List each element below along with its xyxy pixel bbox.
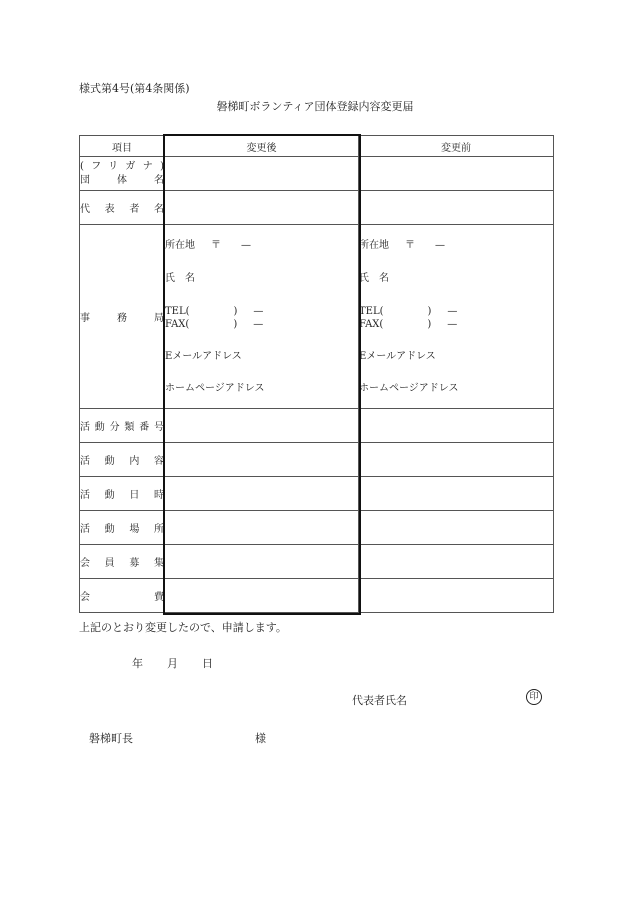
- office-label: 事務局: [80, 225, 165, 409]
- fee-row: [80, 579, 554, 613]
- fax-paren-close: ): [427, 318, 432, 330]
- honorific-sama: 様: [255, 732, 266, 745]
- header-before: 変更前: [359, 136, 554, 157]
- office-after-cell[interactable]: [165, 225, 359, 409]
- tel-dash: —: [253, 305, 264, 317]
- tel-line-before: [359, 305, 553, 318]
- address-label: 所在地: [359, 239, 389, 251]
- tel-label: TEL(: [359, 305, 384, 317]
- address-line-before: [359, 239, 553, 252]
- group-name-label: [80, 157, 165, 191]
- header-after: 変更後: [165, 136, 359, 157]
- activity-datetime-label: 活動日時: [80, 477, 165, 511]
- activity-place-label: 活動場所: [80, 511, 165, 545]
- fax-paren-close: ): [233, 318, 238, 330]
- date-month: 月: [167, 657, 178, 670]
- category-number-label: 活動分類番号: [80, 409, 165, 443]
- fax-label: FAX(: [165, 318, 190, 330]
- category-number-row: [80, 409, 554, 443]
- mayor-addressee: 磐梯町長: [89, 732, 133, 745]
- header-item: 項目: [80, 136, 165, 157]
- tel-label: TEL(: [165, 305, 190, 317]
- tel-paren-close: ): [427, 305, 432, 317]
- activity-content-label: 活動内容: [80, 443, 165, 477]
- activity-datetime-row: [80, 477, 554, 511]
- form-title: 磐梯町ボランティア団体登録内容変更届: [216, 100, 414, 113]
- group-name-before-cell[interactable]: [359, 157, 554, 191]
- member-recruit-after-cell[interactable]: [165, 545, 359, 579]
- fax-dash: —: [253, 318, 264, 330]
- activity-datetime-after-cell[interactable]: [165, 477, 359, 511]
- homepage-label-before: ホームページアドレス: [359, 382, 459, 394]
- fee-after-cell[interactable]: [165, 579, 359, 613]
- header-row: [80, 136, 554, 157]
- tel-line-after: [165, 305, 358, 318]
- date-line: [132, 655, 213, 671]
- group-name-text: 団体名: [80, 174, 164, 186]
- office-row: [80, 225, 554, 409]
- form-number: 様式第4号(第4条関係): [79, 82, 190, 95]
- postal-dash: —: [435, 239, 445, 251]
- postal-mark: 〒: [211, 239, 221, 251]
- homepage-label-after: ホームページアドレス: [165, 382, 265, 394]
- member-recruit-row: [80, 545, 554, 579]
- activity-datetime-before-cell[interactable]: [359, 477, 554, 511]
- tel-dash: —: [447, 305, 458, 317]
- office-before-cell[interactable]: [359, 225, 554, 409]
- date-day: 日: [202, 657, 213, 670]
- seal-mark: 印: [526, 689, 542, 705]
- fax-dash: —: [447, 318, 458, 330]
- activity-place-after-cell[interactable]: [165, 511, 359, 545]
- category-number-before-cell[interactable]: [359, 409, 554, 443]
- name-label-before: 氏 名: [359, 272, 389, 284]
- representative-label: 代表者名: [80, 191, 165, 225]
- name-label-after: 氏 名: [165, 272, 195, 284]
- email-label-after: Eメールアドレス: [165, 350, 242, 362]
- activity-place-before-cell[interactable]: [359, 511, 554, 545]
- activity-content-row: [80, 443, 554, 477]
- fee-label: 会費: [80, 579, 165, 613]
- group-name-row: [80, 157, 554, 191]
- date-year: 年: [132, 657, 143, 670]
- member-recruit-label: 会員募集: [80, 545, 165, 579]
- representative-before-cell[interactable]: [359, 191, 554, 225]
- fax-line-before: [359, 318, 553, 331]
- activity-content-before-cell[interactable]: [359, 443, 554, 477]
- member-recruit-before-cell[interactable]: [359, 545, 554, 579]
- fax-line-after: [165, 318, 358, 331]
- postal-dash: —: [241, 239, 251, 251]
- group-name-after-cell[interactable]: [165, 157, 359, 191]
- fee-before-cell[interactable]: [359, 579, 554, 613]
- fax-label: FAX(: [359, 318, 384, 330]
- postal-mark: 〒: [405, 239, 415, 251]
- representative-name-label: 代表者氏名: [352, 694, 407, 707]
- statement-text: 上記のとおり変更したので、申請します。: [79, 621, 287, 634]
- activity-place-row: [80, 511, 554, 545]
- change-form-table: [79, 135, 554, 613]
- activity-content-after-cell[interactable]: [165, 443, 359, 477]
- representative-row: [80, 191, 554, 225]
- furigana-label: (フリガナ): [80, 160, 164, 172]
- email-label-before: Eメールアドレス: [359, 350, 436, 362]
- representative-after-cell[interactable]: [165, 191, 359, 225]
- category-number-after-cell[interactable]: [165, 409, 359, 443]
- address-label: 所在地: [165, 239, 195, 251]
- tel-paren-close: ): [233, 305, 238, 317]
- address-line-after: [165, 239, 358, 252]
